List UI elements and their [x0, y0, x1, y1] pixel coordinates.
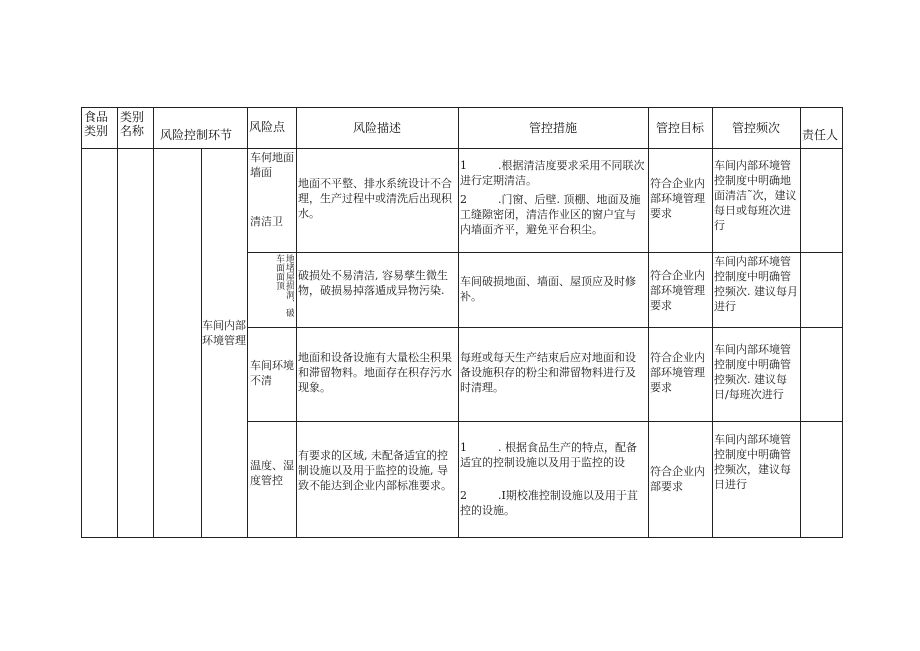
measure-number-1-2: 2 [460, 193, 467, 206]
risk-point-2: 地堵屋损洞、破车面面顶 [274, 254, 294, 317]
measure-4-2: .I期校准控制设施以及用于苴控的设施。 [460, 489, 638, 517]
header-risk-point: 风险点 [249, 120, 286, 134]
header-control-measures: 管控措施 [528, 121, 577, 135]
col-divider [800, 108, 801, 537]
control-target-2: 符合企业内部环境管理要求 [650, 269, 705, 312]
risk-point-1b: 清洁卫 [250, 215, 283, 228]
risk-description-1: 地面不平整、排水系统设计不合理，生产过程中或清洗后出现积水。 [298, 177, 452, 220]
header-category-name: 类别名称 [120, 110, 145, 138]
col-divider [117, 108, 118, 537]
risk-point-3: 车间环境不清 [250, 359, 294, 387]
control-frequency-1: 车间内部环境管控制度中明确地面清洁˜次，建议每日或每班次进行 [714, 159, 797, 232]
control-target-1: 符合企业内部环境管理要求 [650, 177, 705, 220]
risk-point-4: 温度、湿度管控 [250, 459, 294, 487]
header-food-category: 食品类别 [84, 110, 109, 138]
section-label: 车间内部环境管理 [202, 319, 246, 347]
col-divider [648, 108, 649, 537]
measure-number-4-1: 1 [460, 441, 467, 454]
measure-1-2: .门窗、后壁. 顶棚、地面及施工缝隙密闭，清洁作业区的窗户宜与内墙面齐平，避免平台积尘。 [460, 193, 641, 236]
measure-number-1-1: 1 [460, 159, 467, 172]
risk-description-2: 破损处不易清洁, 容易孳生微生物，破损易掉落遁成异物污染. [298, 269, 448, 297]
risk-description-4: 有要求的区域, 未配备适宜的控制设施以及用于监控的设施, 导致不能达到企业内部标准要求。 [298, 449, 452, 492]
risk-point-1a: 车何地面墙面 [250, 151, 294, 179]
col-divider [296, 108, 297, 537]
control-target-4: 符合企业内部要求 [650, 465, 705, 493]
col-divider [153, 108, 154, 537]
measure-4-1: . 根据食品生产的特点，配备适宜的控制设施以及用于监控的设 [460, 441, 637, 469]
measure-number-4-2: 2 [460, 489, 467, 502]
risk-description-3: 地面和设备设施有大量松尘积果和滞留物料。地面存在积存污水现象。 [298, 351, 452, 394]
control-frequency-4: 车间内部环境管控制度中明确管控频次，建议每日进行 [714, 433, 791, 491]
header-responsible: 责任人 [802, 128, 839, 142]
col-divider [247, 108, 248, 537]
measure-3: 每班或每天生产结束后应对地面和设备设施积存的粉尘和滞留物料进行及时清理。 [460, 351, 636, 394]
control-target-3: 符合企业内部环境管理要求 [650, 351, 705, 394]
row-divider [247, 252, 842, 253]
header-control-frequency: 管控频次 [731, 121, 780, 135]
header-control-target: 管控目标 [655, 121, 704, 135]
row-divider [247, 327, 842, 328]
control-frequency-3: 车间内部环境管控制度中明确管控频次. 建议每日/每班次进行 [714, 343, 791, 401]
row-divider [247, 421, 842, 422]
row-divider [82, 148, 842, 149]
measure-2: 车间破损地面、墙面、屋顶应及时修补。 [460, 275, 636, 303]
header-risk-description: 风险描述 [352, 121, 401, 135]
col-divider [458, 108, 459, 537]
risk-control-table [81, 107, 843, 538]
header-risk-control-link: 风险控制环节 [160, 128, 233, 142]
measure-1-1: .根据清洁度要求采用不同联次进行定期清洁。 [460, 159, 645, 187]
control-frequency-2: 车间内部环境管控制度中明确管控频次. 建议每月进行 [714, 255, 798, 313]
col-divider [712, 108, 713, 537]
